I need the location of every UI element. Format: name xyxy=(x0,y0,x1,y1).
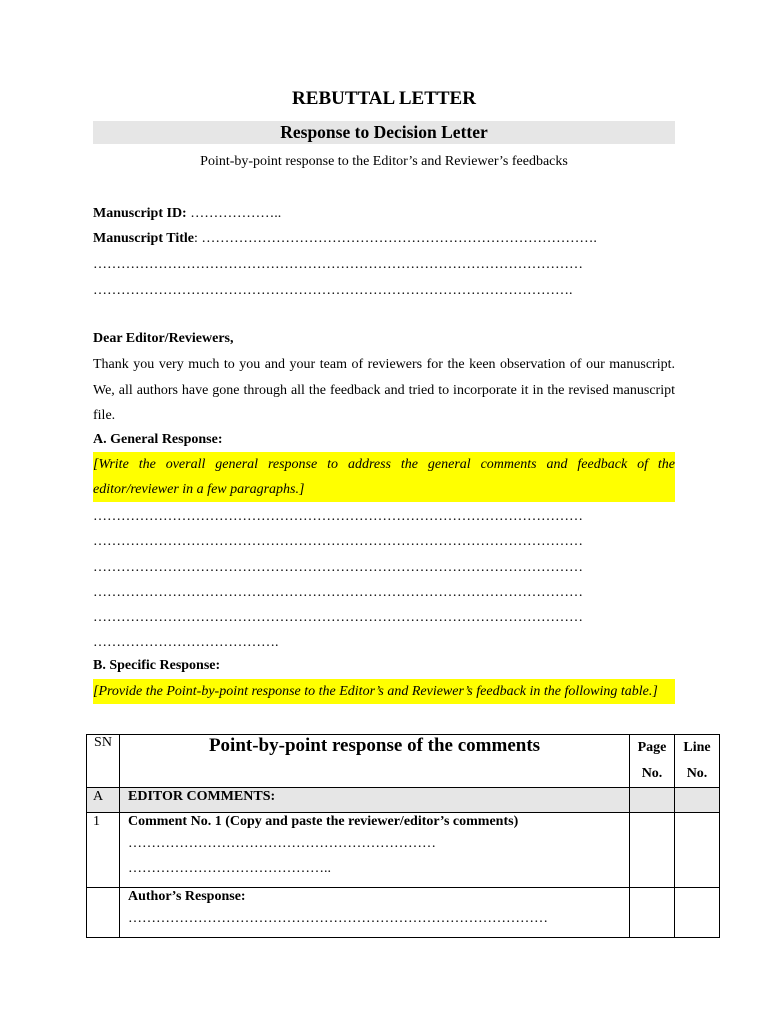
section-row-editor xyxy=(87,788,720,813)
manuscript-title-line-2: …………………………………………………………………………………………… xyxy=(93,257,583,272)
comment-line: ………………………………………………………… xyxy=(128,836,436,851)
response-cell xyxy=(120,888,630,938)
general-response-instruction: [Write the overall general response to address the general comments and feedback of the editor/reviewer in a few paragraphs.] xyxy=(93,452,675,502)
comment-line: …………………………………….. xyxy=(128,861,331,876)
general-line: …………………………………. xyxy=(93,635,279,650)
section-label: EDITOR COMMENTS: xyxy=(120,788,630,813)
col-page-header: Page No. xyxy=(630,735,675,788)
manuscript-id-label: Manuscript ID: xyxy=(93,206,187,221)
document-caption: Point-by-point response to the Editor’s and Reviewer’s feedbacks xyxy=(200,154,568,169)
specific-response-heading: B. Specific Response: xyxy=(93,658,221,673)
document-subtitle: Response to Decision Letter xyxy=(93,121,675,144)
specific-response-instruction: [Provide the Point-by-point response to the Editor’s and Reviewer’s feedback in the following table.] xyxy=(93,679,675,704)
general-response-heading: A. General Response: xyxy=(93,432,223,447)
manuscript-title-row xyxy=(93,230,675,248)
comment-text: Comment No. 1 (Copy and paste the reviewer/editor’s comments) xyxy=(128,814,519,829)
general-line: …………………………………………………………………………………………… xyxy=(93,585,583,600)
table-row-response-1 xyxy=(87,888,720,938)
response-table xyxy=(86,734,720,938)
general-line: …………………………………………………………………………………………… xyxy=(93,610,583,625)
general-line: …………………………………………………………………………………………… xyxy=(93,509,583,524)
response-label: Author’s Response: xyxy=(128,889,246,904)
salutation: Dear Editor/Reviewers, xyxy=(93,331,234,346)
manuscript-title-value: : …………………………………………………………………………. xyxy=(194,231,597,246)
col-main-header: Point-by-point response of the comments xyxy=(120,735,630,788)
manuscript-id-value: ……………….. xyxy=(186,206,282,221)
response-line: ……………………………………………………………………………… xyxy=(128,911,548,926)
manuscript-id-row xyxy=(93,205,675,223)
response-line-cell xyxy=(675,888,720,938)
intro-paragraph: Thank you very much to you and your team of reviewers for the keen observation of our manuscript. We, all authors have gone through all the feedback and tried to incorporate it in the revised manuscript file. xyxy=(93,357,675,423)
col-sn-header: SN xyxy=(87,735,120,788)
response-page-cell xyxy=(630,888,675,938)
line-cell xyxy=(675,813,720,888)
document-title: REBUTTAL LETTER xyxy=(292,88,476,109)
section-page-cell xyxy=(630,788,675,813)
manuscript-title-line-3: …………………………………………………………………………………………. xyxy=(93,283,573,298)
general-line: …………………………………………………………………………………………… xyxy=(93,560,583,575)
comment-cell xyxy=(120,813,630,888)
section-sn: A xyxy=(87,788,120,813)
section-line-cell xyxy=(675,788,720,813)
general-line: …………………………………………………………………………………………… xyxy=(93,534,583,549)
row-sn: 1 xyxy=(87,813,120,888)
page-cell xyxy=(630,813,675,888)
col-line-header: Line No. xyxy=(675,735,720,788)
table-header-row xyxy=(87,735,720,788)
table-row-comment-1 xyxy=(87,813,720,888)
manuscript-title-label: Manuscript Title xyxy=(93,231,194,246)
response-sn-cell xyxy=(87,888,120,938)
